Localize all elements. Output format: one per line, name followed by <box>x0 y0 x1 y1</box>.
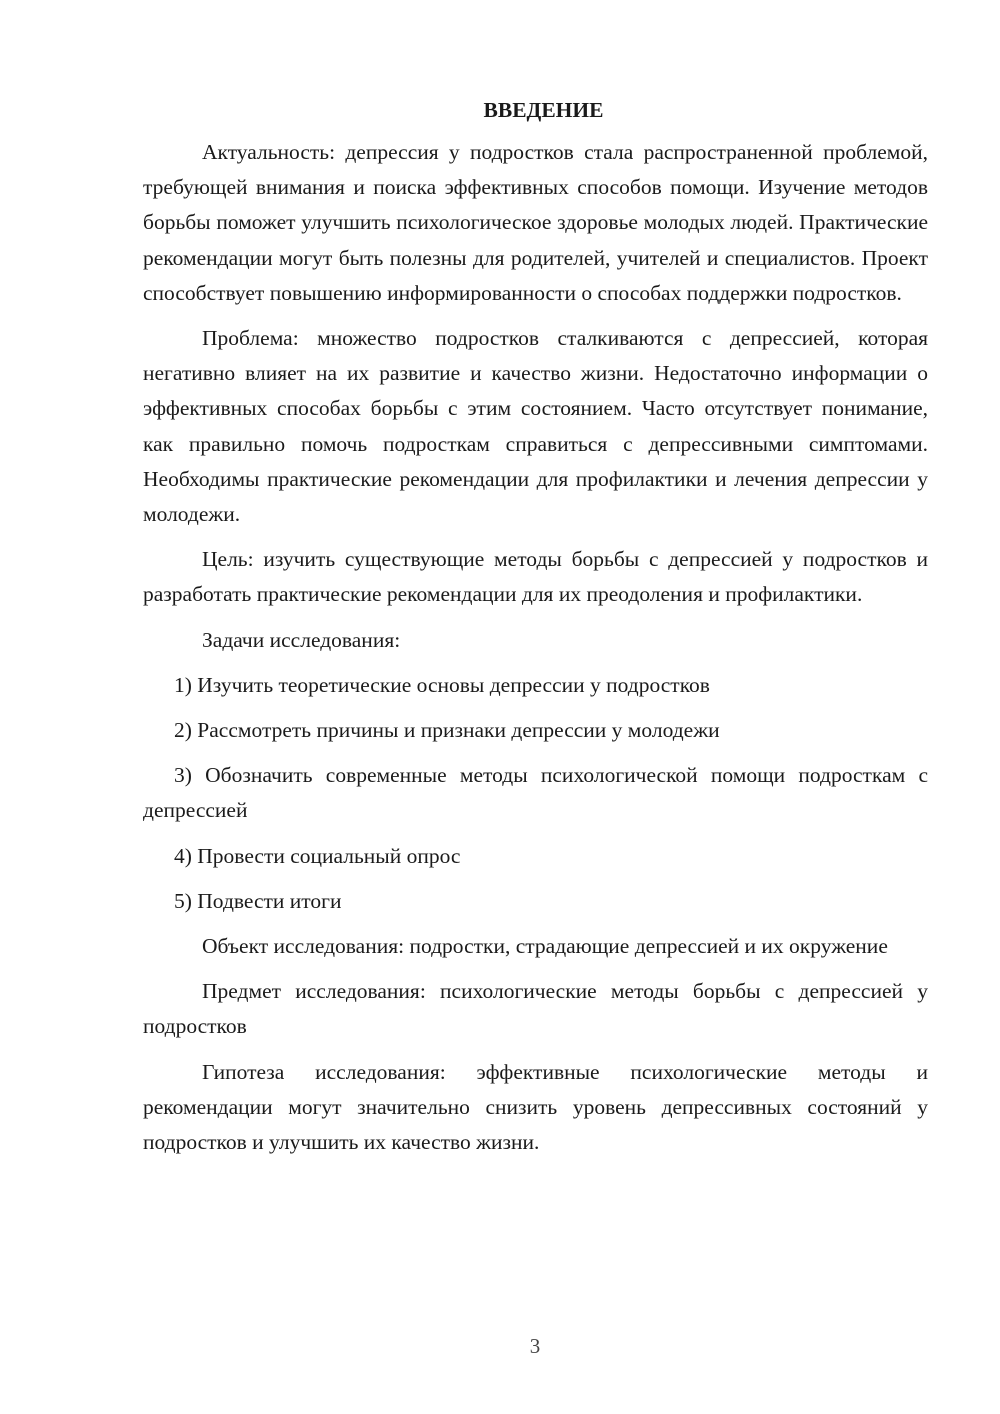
task-item-2: 2) Рассмотреть причины и признаки депрессии у молодежи <box>174 718 720 743</box>
problem-paragraph: Проблема: множество подростков сталкиваются с депрессией, которая негативно влияет на их развитие и качество жизни. Недостаточно информации о эффективных способах борьбы с этим состоянием. Часто отсутствует понимание, как правильно помочь подросткам справиться с депрессивными симптомами. Необходимы практические рекомендации для профилактики и лечения депрессии у молодежи. <box>143 326 928 527</box>
section-heading: ВВЕДЕНИЕ <box>483 98 604 122</box>
tasks-title: Задачи исследования: <box>202 627 401 652</box>
task-item-1: 1) Изучить теоретические основы депрессии у подростков <box>174 672 710 697</box>
page-number: 3 <box>529 1334 541 1358</box>
task-item-3: 3) Обозначить современные методы психологической помощи подросткам с депрессией <box>143 763 928 823</box>
goal-paragraph: Цель: изучить существующие методы борьбы с депрессией у подростков и разработать практические рекомендации для их преодоления и профилактики. <box>143 547 928 607</box>
object-paragraph: Объект исследования: подростки, страдающие депрессией и их окружение <box>202 934 888 959</box>
relevance-paragraph: Актуальность: депрессия у подростков стала распространенной проблемой, требующей внимания и поиска эффективных способов помощи. Изучение методов борьбы поможет улучшить психологическое здоровье молодых людей. Практические рекомендации могут быть полезны для родителей, учителей и специалистов. Проект способствует повышению информированности о способах поддержки подростков. <box>143 140 928 305</box>
subject-paragraph: Предмет исследования: психологические методы борьбы с депрессией у подростков <box>143 979 928 1039</box>
task-item-5: 5) Подвести итоги <box>174 888 342 913</box>
hypothesis-paragraph: Гипотеза исследования: эффективные психологические методы и рекомендации могут значительно снизить уровень депрессивных состояний у подростков и улучшить их качество жизни. <box>143 1059 928 1155</box>
task-item-4: 4) Провести социальный опрос <box>174 843 461 868</box>
document-page <box>143 95 928 1170</box>
